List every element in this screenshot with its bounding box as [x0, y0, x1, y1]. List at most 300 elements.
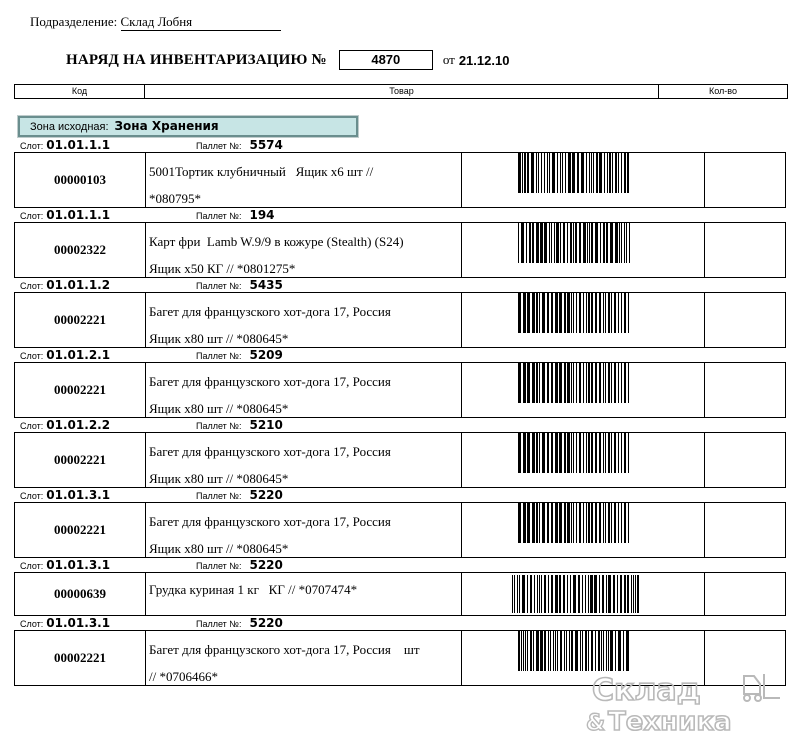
barcode-bar — [588, 433, 590, 473]
barcode-bar — [595, 503, 597, 543]
barcode-bar — [575, 223, 577, 263]
barcode-bar — [536, 363, 538, 403]
barcode-bar — [555, 503, 558, 543]
barcode-cell — [462, 363, 705, 417]
barcode-bar — [524, 153, 526, 193]
barcode-bar — [564, 503, 566, 543]
barcode-bar — [599, 433, 601, 473]
barcode-bar — [533, 631, 534, 671]
barcode-bar — [611, 363, 612, 403]
slot-value: 01.01.2.1 — [46, 348, 111, 362]
barcode-bar — [555, 433, 558, 473]
barcode-bar — [557, 631, 558, 671]
barcode-bar — [601, 631, 602, 671]
barcode-bar — [541, 153, 542, 193]
barcode-bar — [532, 293, 535, 333]
barcode-bar — [521, 631, 522, 671]
barcode-bar — [583, 293, 584, 333]
pallet-value: 5209 — [249, 348, 283, 362]
barcode-bar — [514, 575, 515, 613]
barcode-bar — [536, 631, 539, 671]
barcode-bar — [586, 363, 587, 403]
slot-label: Слот: — [20, 491, 44, 501]
barcode-bar — [582, 575, 583, 613]
barcode-bar — [539, 433, 540, 473]
barcode-bar — [611, 293, 612, 333]
pallet-label: Паллет №: — [196, 491, 242, 501]
barcode-bar — [523, 631, 524, 671]
division — [30, 14, 281, 31]
barcode-cell — [462, 293, 705, 347]
barcode-bar — [600, 223, 601, 263]
barcode-bar — [568, 153, 571, 193]
date-label: от — [442, 52, 455, 67]
slot-value: 01.01.2.2 — [46, 418, 111, 432]
barcode-bar — [608, 363, 610, 403]
barcode-bar — [586, 503, 587, 543]
quantity-cell[interactable] — [705, 503, 785, 557]
pallet-label: Паллет №: — [196, 421, 242, 431]
barcode-bar — [559, 293, 562, 333]
barcode-bar — [518, 153, 521, 193]
inventory-item — [14, 488, 786, 558]
slot-line — [14, 418, 786, 432]
barcode-bar — [580, 631, 581, 671]
barcode-bar — [605, 433, 606, 473]
barcode-bar — [637, 575, 639, 613]
barcode-bar — [512, 575, 513, 613]
barcode-bar — [591, 223, 593, 263]
barcode-bar — [627, 153, 629, 193]
barcode-bar — [591, 293, 593, 333]
item-name: 5001Тортик клубничный Ящик x6 шт // *080795* — [146, 153, 462, 207]
table-row — [14, 502, 786, 558]
slot-line — [14, 208, 786, 222]
barcode-bar — [603, 293, 604, 333]
barcode-bar — [611, 433, 612, 473]
slot — [20, 418, 110, 433]
barcode-bar — [518, 433, 521, 473]
barcode-bar — [531, 153, 534, 193]
barcode-bar — [595, 433, 597, 473]
barcode-bar — [550, 631, 551, 671]
barcode-bar — [579, 503, 581, 543]
pallet-label: Паллет №: — [196, 619, 242, 629]
quantity-cell[interactable] — [705, 631, 785, 685]
barcode-bar — [551, 575, 553, 613]
item-code: 00002221 — [15, 631, 146, 685]
barcode-bar — [589, 223, 590, 263]
barcode-bar — [527, 433, 530, 473]
barcode-bar — [617, 575, 618, 613]
barcode-bar — [591, 631, 593, 671]
barcode-bar — [519, 575, 520, 613]
barcode-bar — [532, 433, 535, 473]
slot-label: Слот: — [20, 281, 44, 291]
barcode-bar — [591, 503, 593, 543]
quantity-cell[interactable] — [705, 573, 785, 615]
barcode-bar — [547, 363, 549, 403]
barcode-bar — [621, 433, 622, 473]
barcode-bar — [567, 433, 570, 473]
barcode-bar — [603, 223, 605, 263]
barcode-bar — [571, 293, 572, 333]
barcode-bar — [559, 363, 562, 403]
barcode-bar — [579, 293, 581, 333]
barcode-bar — [583, 503, 584, 543]
table-row — [14, 292, 786, 348]
barcode-bar — [559, 503, 562, 543]
barcode-bar — [517, 575, 518, 613]
item-name: Багет для французского хот-дога 17, Россия Ящик x80 шт // *080645* — [146, 363, 462, 417]
barcode-bar — [582, 631, 583, 671]
table-row — [14, 432, 786, 488]
barcode-bar — [567, 293, 570, 333]
barcode-bar — [555, 293, 558, 333]
barcode-bar — [522, 153, 523, 193]
barcode-bar — [570, 575, 571, 613]
barcode-bar — [551, 503, 553, 543]
barcode-bar — [621, 153, 622, 193]
barcode-bar — [548, 631, 549, 671]
barcode-bar — [542, 363, 545, 403]
barcode-bar — [526, 223, 527, 263]
barcode-bar — [536, 223, 539, 263]
barcode-bar — [586, 433, 587, 473]
barcode-bar — [544, 631, 546, 671]
barcode-bar — [571, 503, 572, 543]
table-row — [14, 362, 786, 418]
barcode — [512, 631, 652, 683]
barcode-bar — [614, 363, 616, 403]
barcode-bar — [569, 631, 570, 671]
date-value: 21.12.10 — [458, 52, 510, 68]
barcode-bar — [618, 363, 619, 403]
slot-line — [14, 348, 786, 362]
barcode — [512, 223, 652, 275]
barcode-bar — [594, 575, 597, 613]
barcode-bar — [539, 363, 540, 403]
barcode-bar — [575, 631, 578, 671]
barcode — [512, 363, 652, 415]
barcode-bar — [605, 503, 606, 543]
slot — [20, 138, 110, 153]
slot-value: 01.01.1.2 — [46, 278, 111, 292]
barcode-bar — [608, 575, 611, 613]
barcode-bar — [606, 223, 608, 263]
barcode-bar — [523, 293, 526, 333]
barcode-bar — [573, 223, 574, 263]
barcode-bar — [624, 153, 626, 193]
barcode-bar — [596, 153, 598, 193]
barcode-bar — [571, 363, 572, 403]
barcode-bar — [567, 363, 570, 403]
barcode-cell — [462, 153, 705, 207]
barcode-bar — [583, 433, 584, 473]
barcode-bar — [532, 223, 534, 263]
barcode-bar — [603, 363, 604, 403]
barcode-bar — [564, 293, 566, 333]
barcode-bar — [603, 503, 604, 543]
table-row — [14, 572, 786, 616]
item-code: 00002221 — [15, 363, 146, 417]
barcode-bar — [555, 575, 558, 613]
barcode-bar — [525, 631, 526, 671]
slot-value: 01.01.3.1 — [46, 616, 111, 630]
barcode-bar — [609, 153, 611, 193]
barcode-bar — [567, 503, 570, 543]
item-name: Багет для французского хот-дога 17, Россия Ящик x80 шт // *080645* — [146, 433, 462, 487]
barcode-bar — [551, 363, 553, 403]
barcode-bar — [621, 363, 622, 403]
barcode-bar — [602, 575, 604, 613]
barcode-bar — [555, 631, 556, 671]
column-goods: Товар — [145, 85, 659, 98]
barcode-bar — [624, 503, 626, 543]
barcode-bar — [551, 223, 552, 263]
barcode-bar — [530, 575, 532, 613]
barcode-bar — [621, 503, 622, 543]
barcode-bar — [544, 153, 545, 193]
barcode — [512, 433, 652, 485]
barcode-bar — [527, 293, 530, 333]
barcode-bar — [588, 631, 589, 671]
barcode-bar — [624, 575, 626, 613]
barcode-bar — [588, 293, 590, 333]
barcode-cell — [462, 223, 705, 277]
slot-label: Слот: — [20, 619, 44, 629]
division-value: Склад Лобня — [121, 14, 281, 31]
barcode-bar — [573, 433, 574, 473]
barcode-bar — [615, 223, 618, 263]
barcode-bar — [570, 223, 572, 263]
barcode-bar — [606, 631, 607, 671]
barcode-bar — [599, 503, 601, 543]
division-label: Подразделение: — [30, 14, 118, 29]
quantity-cell[interactable] — [705, 433, 785, 487]
barcode-bar — [571, 631, 573, 671]
barcode-bar — [573, 503, 574, 543]
barcode-bar — [567, 575, 568, 613]
barcode-bar — [628, 363, 629, 403]
barcode-bar — [573, 363, 574, 403]
barcode-bar — [521, 223, 524, 263]
barcode-bar — [618, 293, 619, 333]
column-qty: Кол-во — [709, 86, 737, 96]
inventory-item — [14, 418, 786, 488]
barcode-bar — [614, 503, 616, 543]
source-zone — [18, 116, 358, 137]
barcode — [512, 573, 652, 613]
pallet-label: Паллет №: — [196, 141, 242, 151]
watermark-line2: Техника — [608, 707, 732, 736]
barcode-bar — [613, 575, 615, 613]
quantity-cell[interactable] — [705, 223, 785, 277]
pallet — [196, 208, 275, 223]
barcode-bar — [544, 575, 546, 613]
barcode-bar — [523, 433, 526, 473]
barcode-bar — [566, 631, 567, 671]
barcode-bar — [527, 575, 528, 613]
inventory-item — [14, 558, 786, 616]
barcode-bar — [576, 503, 577, 543]
barcode-bar — [536, 503, 538, 543]
barcode-bar — [610, 631, 613, 671]
slot-label: Слот: — [20, 211, 44, 221]
quantity-cell[interactable] — [705, 293, 785, 347]
barcode-bar — [598, 631, 600, 671]
barcode-bar — [565, 153, 566, 193]
slot-label: Слот: — [20, 561, 44, 571]
barcode-bar — [588, 503, 590, 543]
barcode-bar — [624, 223, 625, 263]
barcode-bar — [619, 223, 620, 263]
barcode-bar — [536, 293, 538, 333]
barcode-bar — [603, 631, 604, 671]
slot-line — [14, 616, 786, 630]
barcode-bar — [573, 293, 574, 333]
barcode-bar — [635, 575, 636, 613]
barcode-bar — [542, 503, 545, 543]
barcode-bar — [571, 433, 572, 473]
barcode-bar — [608, 293, 610, 333]
slot — [20, 348, 110, 363]
quantity-cell[interactable] — [705, 153, 785, 207]
barcode-bar — [627, 575, 629, 613]
pallet — [196, 278, 283, 293]
barcode-bar — [595, 293, 597, 333]
barcode — [512, 153, 652, 205]
pallet-label: Паллет №: — [196, 211, 242, 221]
pallet — [196, 558, 283, 573]
item-name: Багет для французского хот-дога 17, Россия Ящик x80 шт // *080645* — [146, 503, 462, 557]
pallet-value: 5435 — [249, 278, 283, 292]
barcode-bar — [618, 631, 621, 671]
barcode-bar — [591, 153, 592, 193]
pallet-label: Паллет №: — [196, 281, 242, 291]
barcode-bar — [518, 631, 520, 671]
barcode-bar — [614, 433, 616, 473]
barcode-bar — [611, 503, 612, 543]
barcode-bar — [544, 223, 547, 263]
item-code: 00002221 — [15, 433, 146, 487]
barcode-bar — [624, 293, 626, 333]
barcode-bar — [564, 631, 565, 671]
barcode-bar — [621, 293, 622, 333]
barcode-bar — [548, 575, 549, 613]
barcode-bar — [581, 153, 584, 193]
barcode-bar — [523, 503, 526, 543]
slot-line — [14, 488, 786, 502]
barcode-cell — [462, 503, 705, 557]
barcode-bar — [542, 433, 545, 473]
barcode-bar — [552, 153, 555, 193]
barcode-bar — [626, 223, 627, 263]
barcode-bar — [608, 503, 610, 543]
barcode-bar — [623, 631, 624, 671]
barcode-bar — [539, 503, 540, 543]
pallet-label: Паллет №: — [196, 561, 242, 571]
barcode-bar — [618, 153, 619, 193]
barcode-bar — [633, 575, 634, 613]
barcode-bar — [595, 223, 598, 263]
barcode-bar — [618, 433, 619, 473]
barcode-bar — [620, 575, 622, 613]
barcode-bar — [527, 503, 530, 543]
pallet-value: 5574 — [249, 138, 283, 152]
slot-label: Слот: — [20, 351, 44, 361]
barcode-bar — [554, 223, 555, 263]
barcode-bar — [599, 153, 602, 193]
barcode-bar — [608, 631, 609, 671]
barcode-bar — [585, 575, 586, 613]
barcode-bar — [606, 575, 607, 613]
barcode-bar — [530, 631, 532, 671]
barcode-bar — [595, 363, 597, 403]
barcode — [512, 293, 652, 345]
barcode-bar — [518, 223, 519, 263]
barcode-bar — [563, 575, 565, 613]
slot — [20, 616, 110, 631]
barcode-bar — [577, 153, 579, 193]
quantity-cell[interactable] — [705, 363, 785, 417]
barcode-bar — [560, 153, 561, 193]
item-name: Грудка куриная 1 кг КГ // *0707474* — [146, 573, 462, 615]
barcode-bar — [578, 575, 580, 613]
barcode-cell — [462, 433, 705, 487]
barcode-bar — [559, 575, 561, 613]
barcode-bar — [553, 631, 554, 671]
item-code: 00000103 — [15, 153, 146, 207]
barcode-bar — [618, 503, 619, 543]
barcode-bar — [527, 363, 530, 403]
slot — [20, 208, 110, 223]
barcode-bar — [564, 363, 566, 403]
barcode-bar — [607, 153, 608, 193]
table-row — [14, 222, 786, 278]
pallet-label: Паллет №: — [196, 351, 242, 361]
slot — [20, 488, 110, 503]
barcode-bar — [615, 153, 617, 193]
slot-value: 01.01.3.1 — [46, 558, 111, 572]
barcode-bar — [537, 575, 538, 613]
barcode-bar — [540, 631, 543, 671]
barcode-bar — [583, 223, 586, 263]
barcode-bar — [610, 223, 613, 263]
item-code: 00002322 — [15, 223, 146, 277]
barcode-bar — [576, 293, 577, 333]
pallet-value: 5220 — [249, 616, 283, 630]
column-header — [14, 84, 788, 99]
pallet — [196, 616, 283, 631]
barcode-bar — [556, 223, 559, 263]
barcode-bar — [624, 433, 626, 473]
barcode-bar — [541, 575, 542, 613]
inventory-item — [14, 208, 786, 278]
barcode-bar — [532, 503, 535, 543]
slot — [20, 278, 110, 293]
item-code: 00002221 — [15, 293, 146, 347]
barcode-bar — [527, 631, 528, 671]
barcode-bar — [549, 223, 550, 263]
zone-value: Зона Хранения — [114, 119, 219, 133]
barcode-bar — [560, 631, 562, 671]
barcode-bar — [608, 433, 610, 473]
barcode-bar — [605, 293, 606, 333]
pallet-value: 5220 — [249, 558, 283, 572]
barcode-bar — [583, 363, 584, 403]
slot-value: 01.01.1.1 — [46, 208, 111, 222]
